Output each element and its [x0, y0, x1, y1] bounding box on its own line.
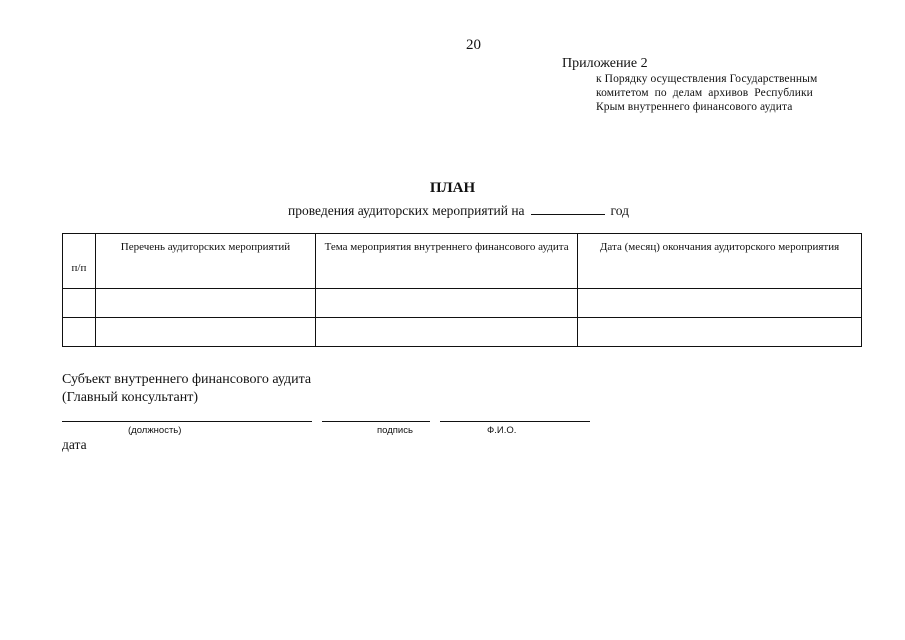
position-signature-line[interactable] — [62, 421, 312, 422]
signature-line[interactable] — [322, 421, 430, 422]
plan-title: ПЛАН — [429, 180, 476, 196]
table-cell[interactable] — [63, 289, 96, 318]
table-header-row — [63, 234, 862, 289]
table-cell[interactable] — [316, 318, 578, 347]
subject-role: (Главный консультант) — [62, 390, 199, 405]
appendix-line: Крым внутреннего финансового аудита — [596, 101, 793, 113]
table-cell[interactable] — [578, 289, 862, 318]
header-end-date: Дата (месяц) окончания аудиторского мероприятия — [578, 234, 862, 289]
header-number: п/п — [63, 234, 96, 289]
audit-plan-table — [62, 233, 862, 347]
header-event-topic: Тема мероприятия внутреннего финансового аудита — [316, 234, 578, 289]
appendix-title: Приложение 2 — [562, 56, 648, 71]
fio-signature-line[interactable] — [440, 421, 590, 422]
position-label: (должность) — [128, 425, 182, 436]
fio-label: Ф.И.О. — [487, 425, 517, 436]
table-cell[interactable] — [63, 318, 96, 347]
appendix-line: комитетом по делам архивов Республики — [596, 87, 813, 99]
table-cell[interactable] — [95, 318, 315, 347]
page-number: 20 — [466, 37, 481, 53]
table-row — [63, 289, 862, 318]
appendix-line: к Порядку осуществления Государственным — [596, 73, 818, 85]
year-blank-field[interactable] — [531, 201, 605, 215]
plan-subtitle — [288, 201, 629, 219]
table-cell[interactable] — [95, 289, 315, 318]
subject-title: Субъект внутреннего финансового аудита — [62, 372, 312, 387]
date-label: дата — [62, 437, 87, 452]
plan-subtitle-text: проведения аудиторских мероприятий на — [288, 203, 525, 218]
table-cell[interactable] — [316, 289, 578, 318]
table-cell[interactable] — [578, 318, 862, 347]
signature-label: подпись — [377, 425, 413, 436]
plan-subtitle-year-word: год — [610, 203, 629, 218]
header-events-list: Перечень аудиторских мероприятий — [95, 234, 315, 289]
table-row — [63, 318, 862, 347]
